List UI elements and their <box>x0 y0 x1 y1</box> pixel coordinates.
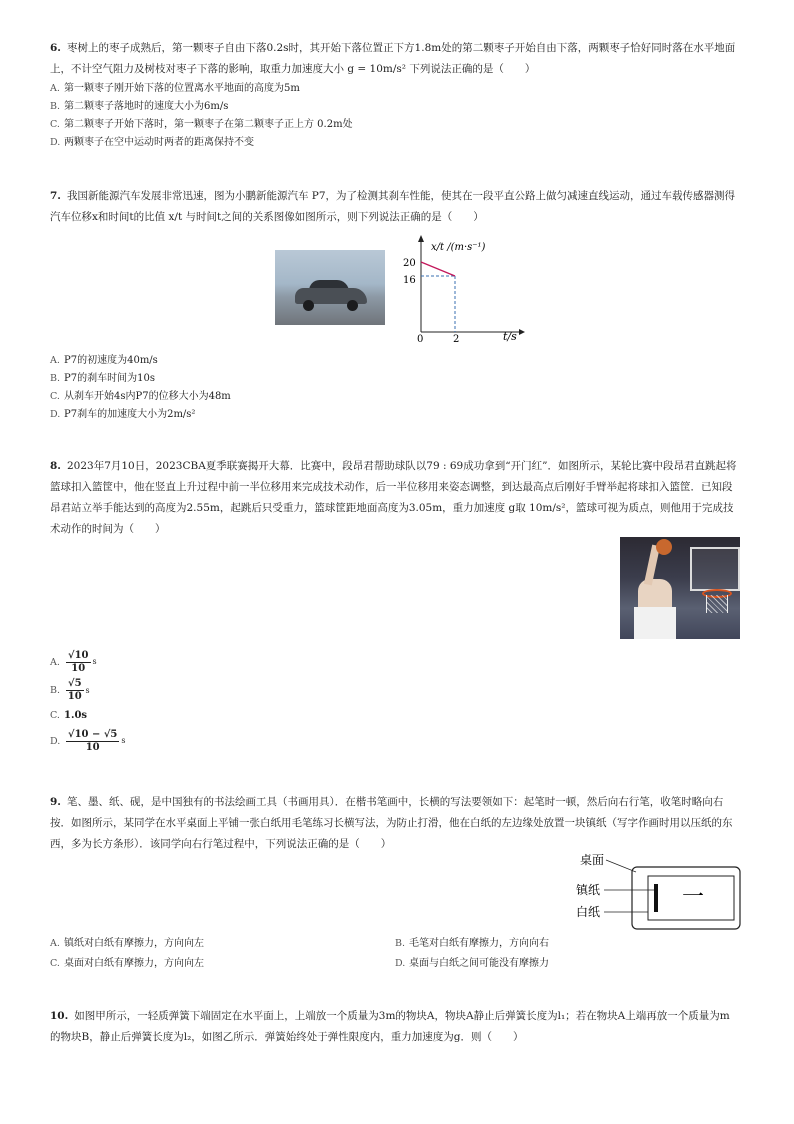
x-tick-2: 2 <box>453 334 460 344</box>
option-label: A. <box>50 83 60 94</box>
question-7-option-c[interactable] <box>50 388 740 406</box>
fraction-numerator: √5 <box>68 678 82 689</box>
fraction <box>66 729 119 754</box>
question-9-option-c[interactable] <box>50 955 395 973</box>
question-8-options <box>50 648 740 756</box>
paperweight-bar <box>654 884 658 912</box>
car-photo <box>275 250 385 325</box>
y-tick-16: 16 <box>403 275 416 286</box>
question-9-stem <box>50 792 740 855</box>
option-label: C. <box>50 391 60 402</box>
question-6-option-d[interactable] <box>50 134 740 152</box>
desk-paper-diagram <box>570 850 745 932</box>
question-9-options-grid <box>50 935 740 973</box>
brush-stroke-glyph: 一 <box>682 885 705 910</box>
question-7-number: 7. <box>50 190 61 202</box>
option-text: 从刹车开始4s内P7的位移大小为48m <box>64 391 231 402</box>
option-label: B. <box>395 938 406 949</box>
backboard-shape <box>690 547 740 591</box>
x-axis-arrow-icon <box>519 329 525 335</box>
question-7-stem <box>50 186 740 228</box>
question-6 <box>50 38 740 152</box>
option-label: B. <box>50 101 61 112</box>
option-label: B. <box>50 685 61 696</box>
question-7-option-d[interactable] <box>50 406 740 424</box>
question-6-option-c[interactable] <box>50 116 740 134</box>
option-label: D. <box>395 958 406 969</box>
option-text: 镇纸对白纸有摩擦力，方向向左 <box>64 938 204 949</box>
question-9-number: 9. <box>50 796 61 808</box>
fraction-denominator: 10 <box>71 662 86 674</box>
car-wheel-icon <box>303 300 314 311</box>
fraction-numerator: √10 − √5 <box>68 728 118 740</box>
option-label: C. <box>50 710 60 721</box>
question-9-option-a[interactable] <box>50 935 395 953</box>
option-text: 第一颗枣子刚开始下落的位置离水平地面的高度为5m <box>64 83 300 94</box>
option-text: 第二颗枣子落地时的速度大小为6m/s <box>64 101 229 112</box>
net-shape <box>706 595 728 613</box>
fraction <box>66 678 84 703</box>
question-7-options <box>50 352 740 424</box>
option-text: 1.0s <box>64 710 88 721</box>
question-8-option-b[interactable] <box>50 677 740 706</box>
option-text: 桌面对白纸有摩擦力，方向向左 <box>64 958 204 969</box>
option-text: 毛笔对白纸有摩擦力，方向向右 <box>409 938 549 949</box>
option-text: 第二颗枣子开始下落时，第一颗枣子在第二颗枣子正上方 0.2m处 <box>64 119 353 130</box>
unit: s <box>85 685 90 695</box>
question-7-option-b[interactable] <box>50 370 740 388</box>
question-6-stem <box>50 38 740 80</box>
label-paperweight: 镇纸 <box>576 883 601 897</box>
question-8 <box>50 456 740 540</box>
question-9 <box>50 792 740 855</box>
question-8-number: 8. <box>50 460 61 472</box>
question-9-options <box>50 935 740 973</box>
option-label: D. <box>50 409 61 420</box>
question-10 <box>50 1006 740 1048</box>
option-label: D. <box>50 137 61 148</box>
question-6-option-b[interactable] <box>50 98 740 116</box>
option-text: P7刹车的加速度大小为2m/s² <box>64 409 196 420</box>
question-6-text: 枣树上的枣子成熟后，第一颗枣子自由下落0.2s时，其开始下落位置正下方1.8m处的第二颗枣子开始自由下落，两颗枣子恰好同时落在水平地面上，不计空气阻力及树枝对枣子下落的影响，取重力加速度大小 g = 10m/s² 下列说法正确的是（ ） <box>50 42 736 75</box>
unit: s <box>92 657 97 666</box>
option-text: P7的初速度为40m/s <box>64 355 158 366</box>
label-desk: 桌面 <box>580 853 605 867</box>
question-9-option-d[interactable] <box>395 955 740 973</box>
question-8-option-a[interactable] <box>50 648 740 677</box>
fraction-numerator: √10 <box>68 649 89 661</box>
y-tick-20: 20 <box>403 258 416 269</box>
basketball-photo <box>620 537 740 639</box>
question-8-text: 2023年7月10日，2023CBA夏季联赛揭开大幕．比赛中，段昂君帮助球队以79 : 69成功拿到“开门红”．如图所示，某轮比赛中段昂君直跳起将篮球扣入篮筐中，他在竖直上升过程中前一半位移用来完成技术动作，后一半位移用来姿态调整，到达最高点后刚好手臂举起将球扣入篮筐．已知段昂君站立举手能达到的高度为2.55m，起跳后只受重力，篮球筐距地面高度为3.05m，重力加速度 g取 10m/s²，篮球可视为质点，则他用于完成技术动作的时间为（ ） <box>50 460 737 535</box>
option-text: P7的刹车时间为10s <box>64 373 155 384</box>
question-6-option-a[interactable] <box>50 80 740 98</box>
question-7 <box>50 186 740 228</box>
option-label: D. <box>50 735 61 747</box>
series-line <box>421 262 455 276</box>
fraction-denominator: 10 <box>85 741 100 753</box>
basketball-icon <box>656 539 672 555</box>
question-8-option-c[interactable] <box>50 705 740 727</box>
origin-label: 0 <box>417 334 424 344</box>
question-10-text: 如图甲所示，一轻质弹簧下端固定在水平面上，上端放一个质量为3m的物块A，物块A静止后弹簧长度为l₁；若在物块A上端再放一个质量为m的物块B，静止后弹簧长度为l₂，如图乙所示．弹簧始终处于弹性限度内，重力加速度为g．则（ ） <box>50 1010 730 1043</box>
question-7-text: 我国新能源汽车发展非常迅速，图为小鹏新能源汽车 P7，为了检测其刹车性能，使其在一段平直公路上做匀减速直线运动，通过车载传感器测得汽车位移x和时间t的比值 x/t 与时间t之间的关系图像如图所示，则下列说法正确的是（ ） <box>50 190 736 223</box>
option-label: B. <box>50 373 61 384</box>
option-label: A. <box>50 656 60 668</box>
option-label: C. <box>50 958 60 969</box>
question-7-option-a[interactable] <box>50 352 740 370</box>
car-wheel-icon <box>347 300 358 311</box>
question-9-text: 笔、墨、纸、砚，是中国独有的书法绘画工具（书画用具）．在楷书笔画中，长横的写法要领如下：起笔时一顿，然后向右行笔，收笔时略向右按．如图所示，某同学在水平桌面上平铺一张白纸用毛笔练习长横写法，为防止打滑，他在白纸的左边缘处放置一块镇纸（写字作画时用以压纸的东西，多为长方条形）．该同学向右行笔过程中，下列说法正确的是（ ） <box>50 796 733 850</box>
question-10-number: 10. <box>50 1010 69 1022</box>
option-text: 两颗枣子在空中运动时两者的距离保持不变 <box>64 137 254 148</box>
option-text: 桌面与白纸之间可能没有摩擦力 <box>409 958 549 969</box>
label-paper: 白纸 <box>576 905 601 919</box>
fraction-denominator: 10 <box>67 691 82 702</box>
question-8-stem <box>50 456 740 540</box>
unit: s <box>121 736 126 745</box>
option-label: A. <box>50 355 60 366</box>
question-10-stem <box>50 1006 740 1048</box>
jersey-shape <box>634 607 676 639</box>
xt-t-graph <box>395 232 525 344</box>
question-9-option-b[interactable] <box>395 935 740 953</box>
x-axis-label: t/s <box>503 330 517 343</box>
question-6-number: 6. <box>50 42 61 54</box>
y-axis-label: x/t /(m·s⁻¹) <box>431 242 486 253</box>
fraction <box>66 650 91 675</box>
leader-line-desk <box>606 860 636 872</box>
option-label: C. <box>50 119 60 130</box>
option-label: A. <box>50 938 60 949</box>
y-axis-arrow-icon <box>418 235 424 242</box>
question-8-option-d[interactable] <box>50 727 740 756</box>
